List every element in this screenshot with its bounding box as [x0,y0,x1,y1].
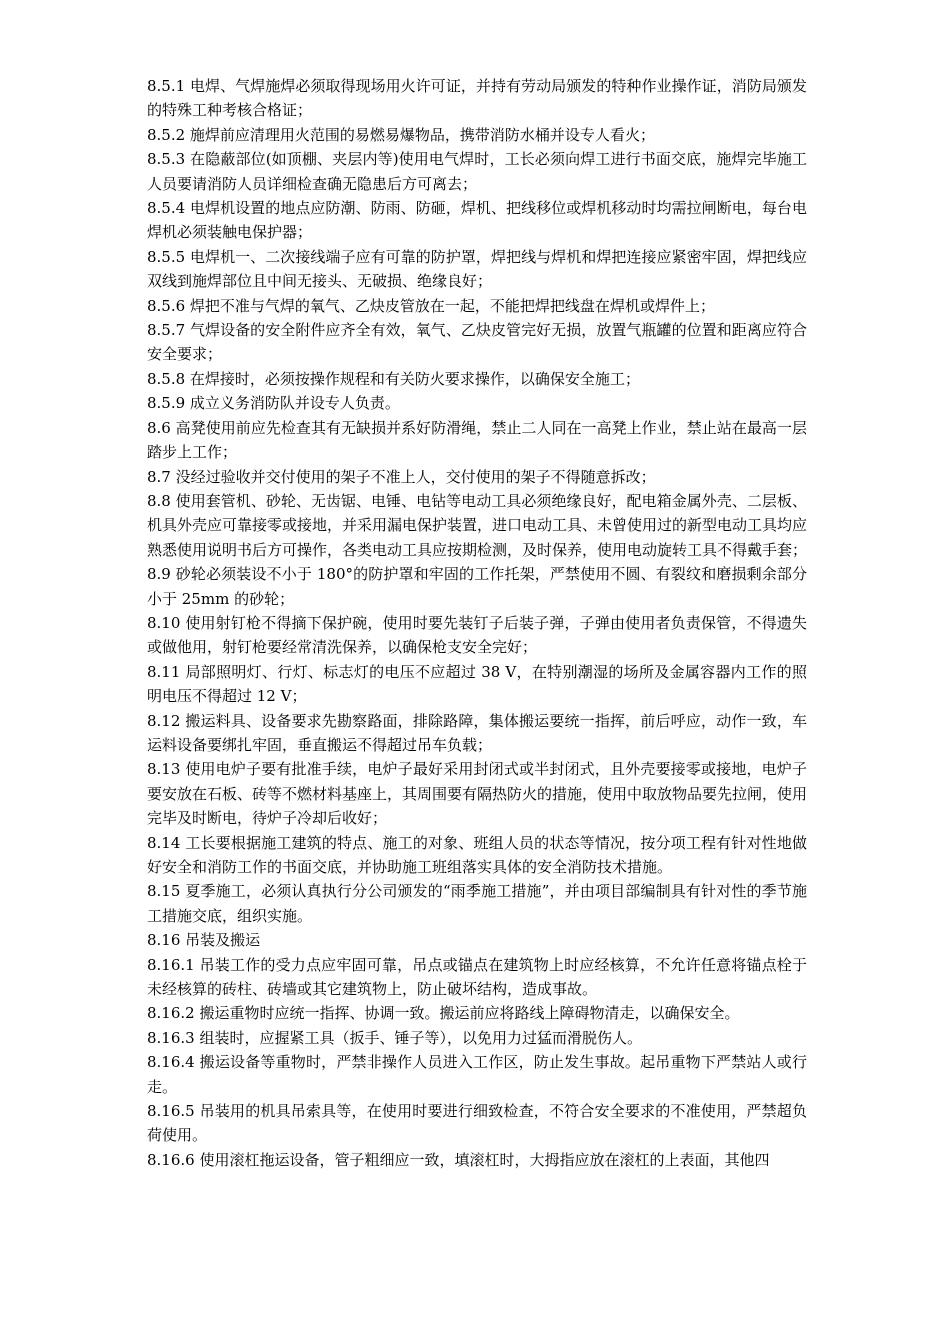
clause-8-14: 8.14 工长要根据施工建筑的特点、施工的对象、班组人员的状态等情况，按分项工程有针对性地做好安全和消防工作的书面交底，并协助施工班组落实具体的安全消防技术措施。 [147,833,807,876]
section-heading-8-16: 8.16 吊装及搬运 [147,931,261,950]
clause-8-5-3: 8.5.3 在隐蔽部位(如顶棚、夹层内等)使用电气焊时，工长必须向焊工进行书面交底，施焊完毕施工人员要请消防人员详细检查确无隐患后方可离去； [147,150,807,193]
clause-8-6: 8.6 高凳使用前应先检查其有无缺损并系好防滑绳，禁止二人同在一高凳上作业，禁止站在最高一层踏步上工作； [147,418,807,462]
clause-8-5-4: 8.5.4 电焊机设置的地点应防潮、防雨、防砸，焊机、把线移位或焊机移动时均需拉闸断电，每台电焊机必须装触电保护器； [147,199,807,242]
clause-8-11: 8.11 局部照明灯、行灯、标志灯的电压不应超过 38 V，在特别潮湿的场所及金属容器内工作的照明电压不得超过 12 V； [147,662,807,706]
clause-8-16-1: 8.16.1 吊装工作的受力点应牢固可靠，吊点或锚点在建筑物上时应经核算，不允许任意将锚点栓于未经核算的砖柱、砖墙或其它建筑物上，防止破坏结构，造成事故。 [147,955,807,999]
clause-8-9: 8.9 砂轮必须装设不小于 180°的防护罩和牢固的工作托架，严禁使用不圆、有裂纹和磨损剩余部分小于 25mm 的砂轮； [147,565,807,608]
clause-8-5-7: 8.5.7 气焊设备的安全附件应齐全有效，氧气、乙炔皮管完好无损，放置气瓶罐的位置和距离应符合安全要求； [147,321,807,364]
clause-8-5-5: 8.5.5 电焊机一、二次接线端子应有可靠的防护罩，焊把线与焊机和焊把连接应紧密牢固，焊把线应双线到施焊部位且中间无接头、无破损、绝缘良好； [147,247,807,291]
clause-8-5-6: 8.5.6 焊把不准与气焊的氧气、乙炔皮管放在一起，不能把焊把线盘在焊机或焊件上； [147,296,715,315]
clause-8-7: 8.7 没经过验收并交付使用的架子不准上人，交付使用的架子不得随意拆改； [147,467,656,486]
clause-8-16-5: 8.16.5 吊装用的机具吊索具等，在使用时要进行细致检查，不符合安全要求的不准使用，严禁超负荷使用。 [147,1102,807,1145]
clause-8-16-6: 8.16.6 使用滚杠拖运设备，管子粗细应一致，填滚杠时，大拇指应放在滚杠的上表面，其他四 [147,1150,770,1169]
clause-8-16-4: 8.16.4 搬运设备等重物时，严禁非操作人员进入工作区，防止发生事故。起吊重物下严禁站人或行走。 [147,1053,807,1096]
clause-8-8: 8.8 使用套管机、砂轮、无齿锯、电锤、电钻等电动工具必须绝缘良好，配电箱金属外壳、二层板、机具外壳应可靠接零或接地，并采用漏电保护装置，进口电动工具、未曾使用过的新型电动工具均应熟悉使用说明书后方可操作，各类电动工具应按期检测，及时保养，使用电动旋转工具不得戴手套； [147,491,808,559]
clause-8-5-9: 8.5.9 成立义务消防队并设专人负责。 [147,394,400,413]
document-body [147,74,807,1172]
clause-8-12: 8.12 搬运料具、设备要求先勘察路面，排除路障，集体搬运要统一指挥，前后呼应，动作一致，车运料设备要绑扎牢固，垂直搬运不得超过吊车负载； [147,711,807,754]
clause-8-16-2: 8.16.2 搬运重物时应统一指挥、协调一致。搬运前应将路线上障碍物清走，以确保安全。 [147,1004,740,1023]
clause-8-5-1: 8.5.1 电焊、气焊施焊必须取得现场用火许可证，并持有劳动局颁发的特种作业操作证，消防局颁发的特殊工种考核合格证； [147,77,807,120]
clause-8-5-8: 8.5.8 在焊接时，必须按操作规程和有关防火要求操作，以确保安全施工； [147,369,640,388]
clause-8-15: 8.15 夏季施工，必须认真执行分公司颁发的“雨季施工措施”，并由项目部编制具有针对性的季节施工措施交底，组织实施。 [147,882,807,925]
clause-8-5-2: 8.5.2 施焊前应清理用火范围的易燃易爆物品，携带消防水桶并设专人看火； [147,125,655,144]
clause-8-10: 8.10 使用射钉枪不得摘下保护碗，使用时要先装钉子后装子弹，子弹由使用者负责保管，不得遗失或做他用，射钉枪要经常清洗保养，以确保枪支安全完好； [147,613,807,657]
clause-8-16-3: 8.16.3 组装时，应握紧工具（扳手、锤子等），以免用力过猛而滑脱伤人。 [147,1028,642,1047]
clause-8-13: 8.13 使用电炉子要有批准手续，电炉子最好采用封闭式或半封闭式，且外壳要接零或接地，电炉子要安放在石板、砖等不燃材料基座上，其周围要有隔热防火的措施，使用中取放物品要先拉闸，使用完毕及时断电，待炉子冷却后收好； [147,760,808,828]
